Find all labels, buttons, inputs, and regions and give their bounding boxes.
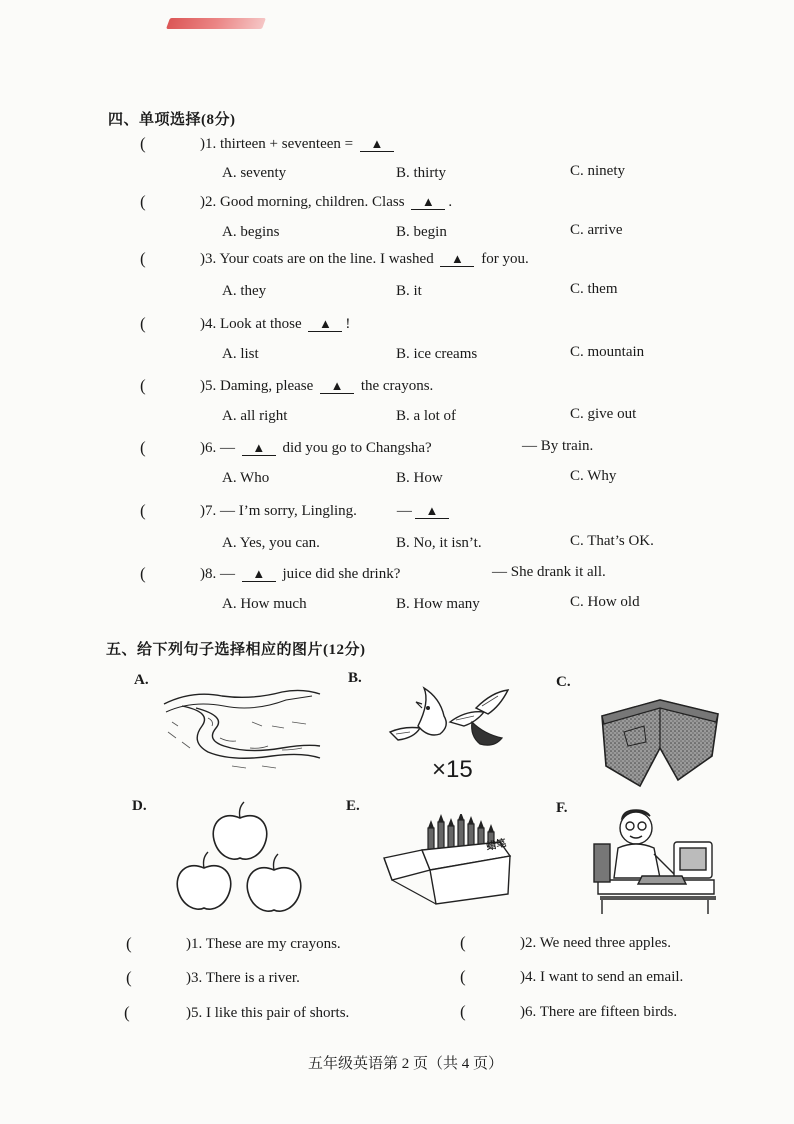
answer-blank-triangle[interactable]: ▲ (320, 379, 354, 394)
question-text: )1. thirteen + seventeen = (200, 136, 357, 152)
option-c[interactable]: C. That’s OK. (570, 533, 654, 549)
answer-blank-triangle[interactable]: ▲ (415, 504, 449, 519)
option-c[interactable]: C. arrive (570, 222, 623, 238)
matching-sentence-5: )5. I like this pair of shorts. (186, 1005, 350, 1021)
question-text: )7. — I’m sorry, Lingling. (200, 503, 357, 519)
question-text-after: juice did she drink? (278, 566, 401, 582)
picture-label-e: E. (346, 798, 360, 814)
birds-count-caption: ×15 (432, 756, 473, 783)
question-2 (200, 194, 452, 211)
question-text-after: did you go to Changsha? (278, 440, 432, 456)
page-footer: 五年级英语第 2 页（共 4 页） (308, 1056, 504, 1072)
picture-label-f: F. (556, 800, 568, 816)
option-b[interactable]: B. How (396, 470, 443, 486)
answer-blank-triangle[interactable]: ▲ (242, 567, 276, 582)
option-b[interactable]: B. thirty (396, 165, 447, 181)
question-reply: — By train. (522, 438, 594, 454)
answer-paren[interactable]: ( (126, 934, 132, 953)
option-c[interactable]: C. Why (570, 468, 617, 484)
question-text: )5. Daming, please (200, 378, 318, 394)
option-b[interactable]: B. it (396, 283, 422, 299)
matching-sentence-3: )3. There is a river. (186, 970, 300, 986)
question-6 (200, 440, 432, 457)
answer-paren[interactable]: ( (140, 134, 146, 153)
option-b[interactable]: B. a lot of (396, 408, 456, 424)
answer-paren[interactable]: ( (140, 249, 146, 268)
question-text: )3. Your coats are on the line. I washed (200, 251, 438, 267)
option-b[interactable]: B. No, it isn’t. (396, 535, 482, 551)
crayon-box-icon (382, 814, 518, 906)
answer-paren[interactable]: ( (124, 1003, 130, 1022)
answer-paren[interactable]: ( (140, 314, 146, 333)
option-a[interactable]: A. list (222, 346, 259, 362)
shorts-icon (594, 694, 724, 790)
option-a[interactable]: A. begins (222, 224, 280, 240)
answer-paren[interactable]: ( (460, 967, 466, 986)
option-c[interactable]: C. How old (570, 594, 640, 610)
picture-label-a: A. (134, 672, 149, 688)
question-5 (200, 378, 433, 395)
picture-label-c: C. (556, 674, 571, 690)
option-c[interactable]: C. mountain (570, 344, 645, 360)
option-c[interactable]: C. ninety (570, 163, 625, 179)
question-8 (200, 566, 400, 583)
answer-paren[interactable]: ( (140, 438, 146, 457)
boy-computer-icon (590, 804, 720, 916)
option-c[interactable]: C. give out (570, 406, 637, 422)
option-b[interactable]: B. ice creams (396, 346, 478, 362)
section-five-title: 五、给下列句子选择相应的图片(12分) (106, 642, 366, 658)
answer-paren[interactable]: ( (140, 376, 146, 395)
question-text-after: the crayons. (357, 378, 434, 394)
question-4 (200, 316, 350, 333)
matching-sentence-2: )2. We need three apples. (520, 935, 671, 951)
answer-blank-triangle[interactable]: ▲ (242, 441, 276, 456)
picture-label-b: B. (348, 670, 362, 686)
answer-blank-triangle[interactable]: ▲ (440, 252, 474, 267)
reply-dash: — (396, 503, 412, 519)
apples-icon (174, 800, 306, 916)
option-a[interactable]: A. seventy (222, 165, 287, 181)
birds-icon (384, 682, 514, 754)
option-a[interactable]: A. all right (222, 408, 288, 424)
question-1 (200, 136, 397, 153)
answer-paren[interactable]: ( (126, 968, 132, 987)
crayon-box-label: 蜡笔 (485, 837, 508, 853)
question-text: )6. — (200, 440, 239, 456)
matching-sentence-6: )6. There are fifteen birds. (520, 1004, 678, 1020)
answer-blank-triangle[interactable]: ▲ (411, 195, 445, 210)
answer-blank-triangle[interactable]: ▲ (308, 317, 342, 332)
picture-label-d: D. (132, 798, 147, 814)
question-text-after: for you. (477, 251, 529, 267)
answer-paren[interactable]: ( (140, 192, 146, 211)
answer-paren[interactable]: ( (460, 1002, 466, 1021)
question-text: )4. Look at those (200, 316, 306, 332)
matching-sentence-4: )4. I want to send an email. (520, 969, 684, 985)
option-b[interactable]: B. How many (396, 596, 480, 612)
answer-paren[interactable]: ( (460, 933, 466, 952)
question-text: )2. Good morning, children. Class (200, 194, 409, 210)
option-b[interactable]: B. begin (396, 224, 447, 240)
answer-paren[interactable]: ( (140, 501, 146, 520)
river-icon (162, 682, 322, 774)
option-c[interactable]: C. them (570, 281, 618, 297)
question-text-after: . (448, 194, 453, 210)
question-reply: — She drank it all. (492, 564, 606, 580)
question-text: )8. — (200, 566, 239, 582)
question-7 (200, 503, 452, 520)
option-a[interactable]: A. Who (222, 470, 270, 486)
question-text-after: ! (345, 316, 351, 332)
matching-sentence-1: )1. These are my crayons. (186, 936, 341, 952)
answer-paren[interactable]: ( (140, 564, 146, 583)
option-a[interactable]: A. they (222, 283, 267, 299)
option-a[interactable]: A. How much (222, 596, 307, 612)
section-four-title: 四、单项选择(8分) (108, 112, 236, 128)
red-stamp-mark (166, 18, 266, 29)
question-3 (200, 251, 529, 268)
answer-blank-triangle[interactable]: ▲ (360, 137, 394, 152)
option-a[interactable]: A. Yes, you can. (222, 535, 320, 551)
